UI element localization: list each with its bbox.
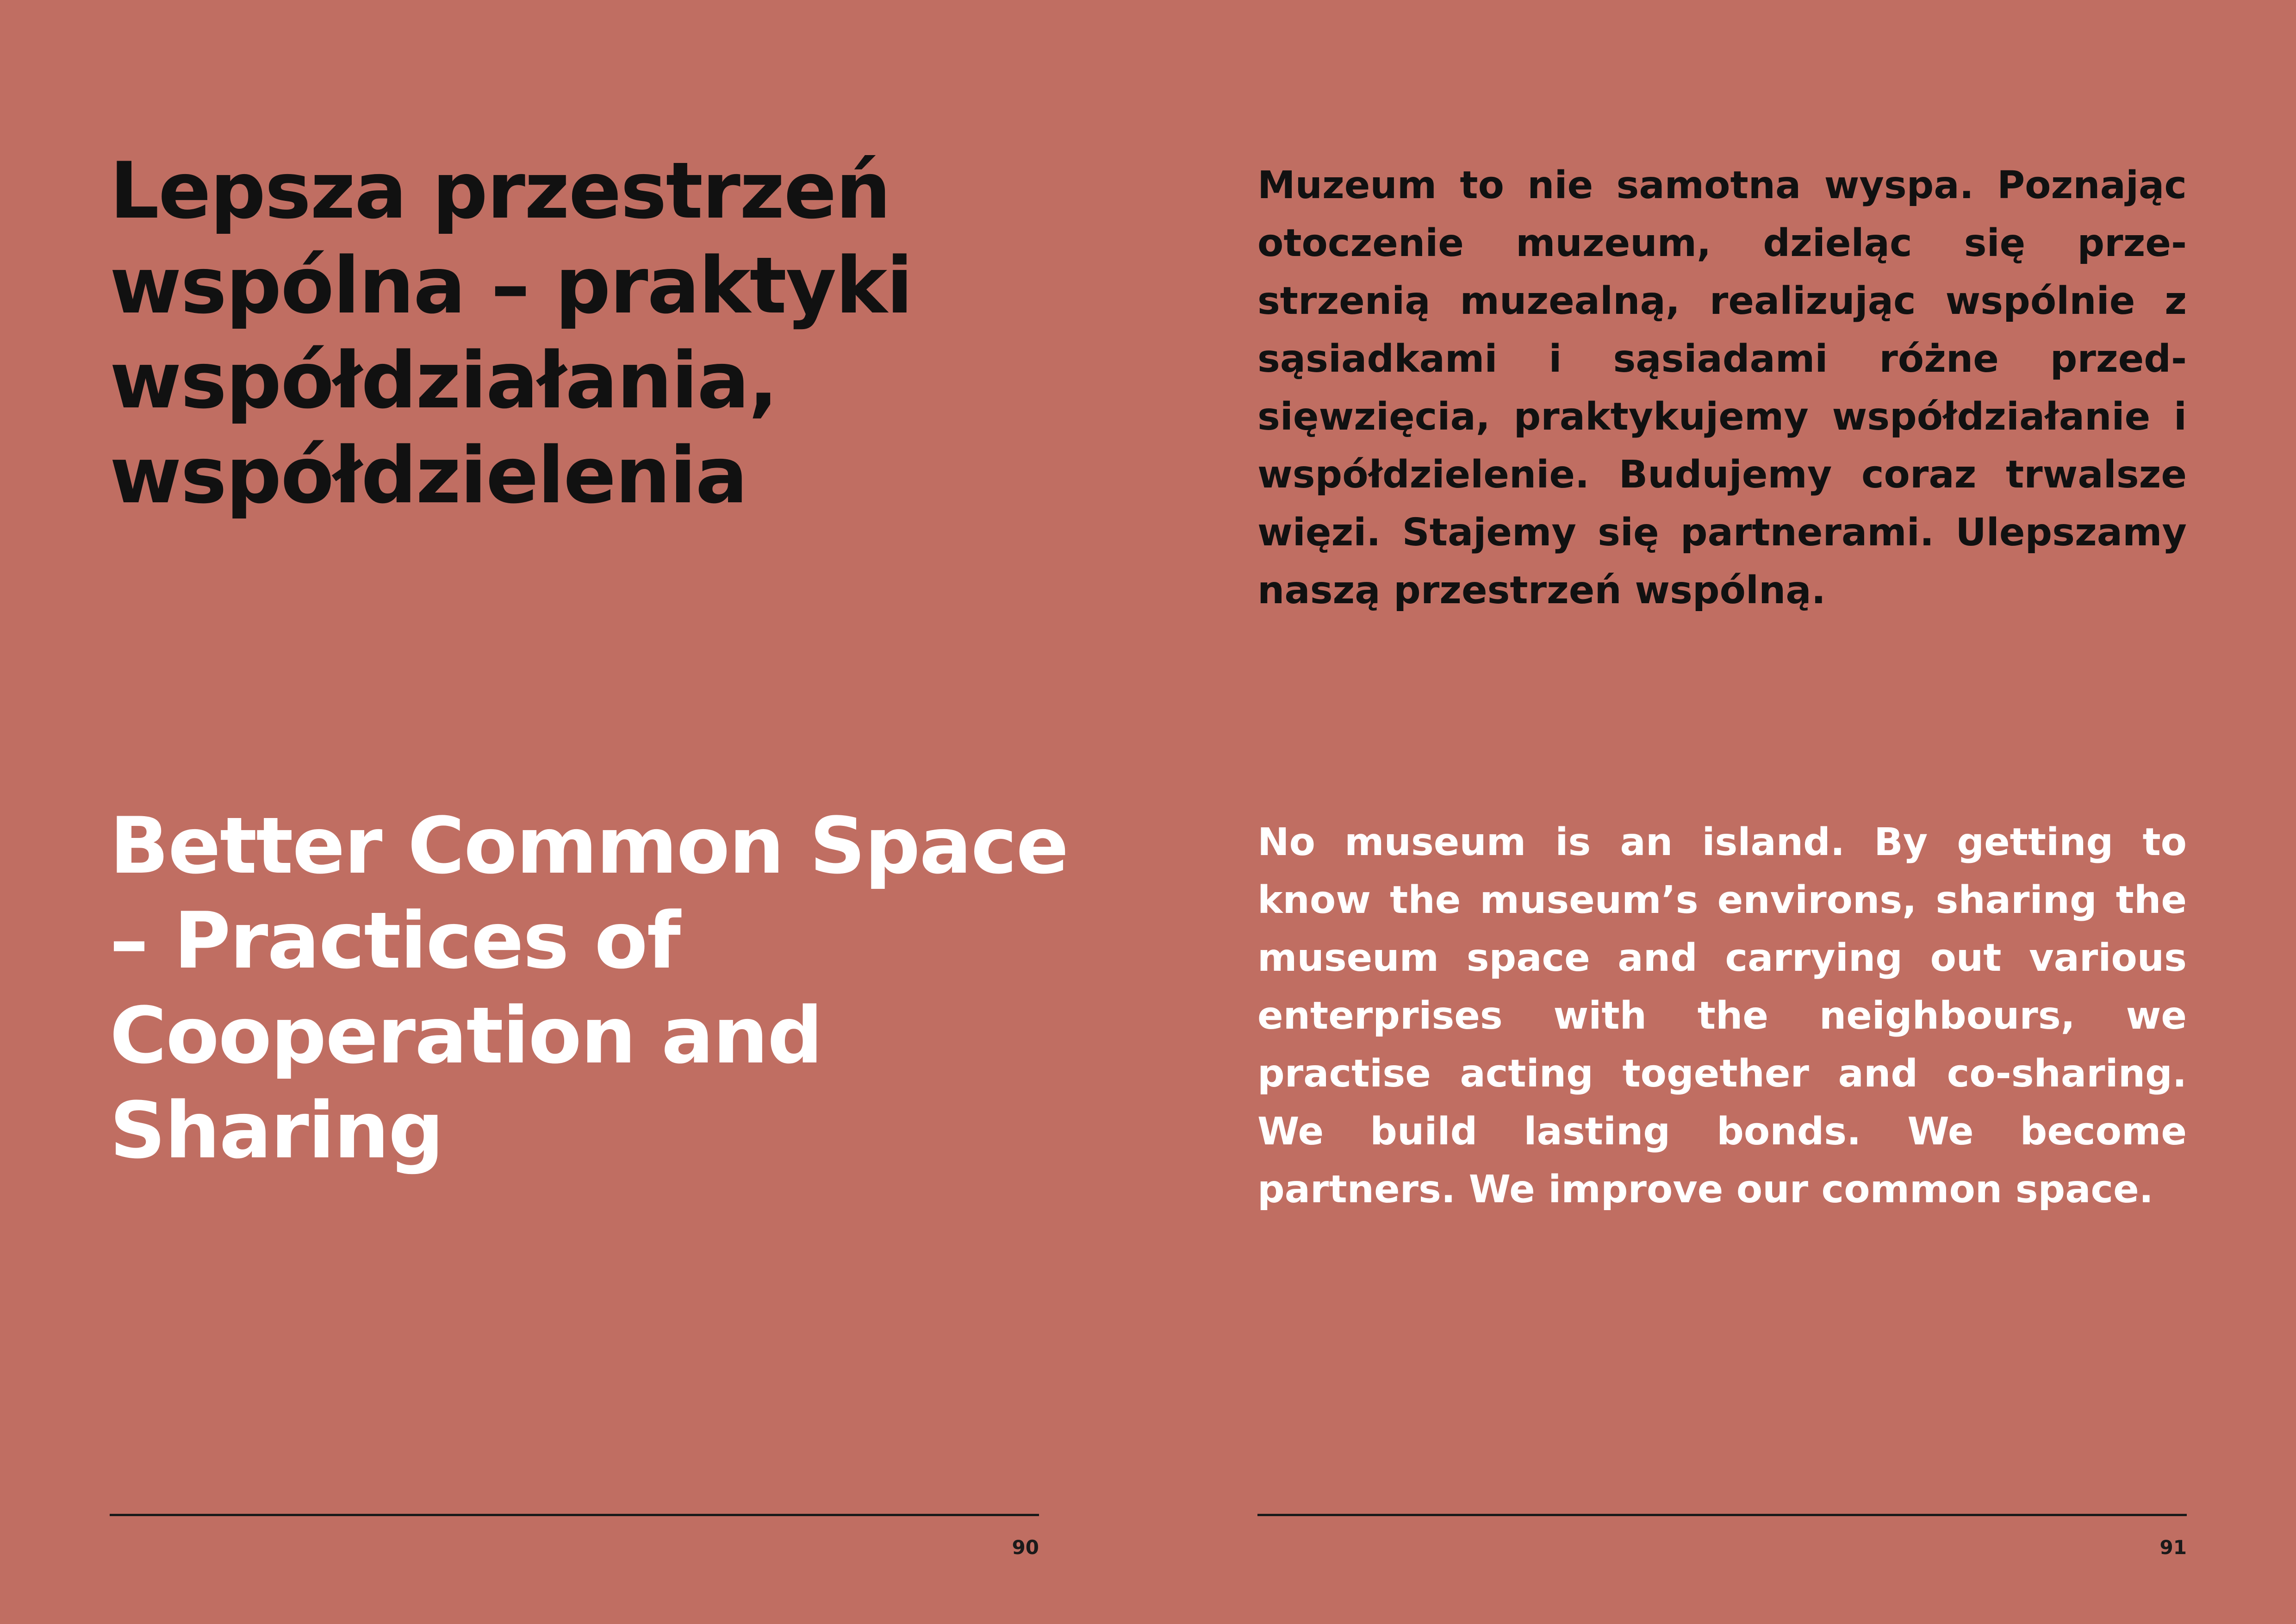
polish-title: Lepsza przestrzeń wspólna – praktyki współdziałania, współdzielenia [110,145,912,521]
polish-paragraph: Muzeum to nie samotna wyspa. Poznając otoczenie muzeum, dzieląc się przestrzenią muzealną, realizując wspólnie z sąsiadkami i sąsiadami różne przedsięwzięcia, praktykujemy współdziałanie i współdzielenie. Budujemy coraz trwalsze więzi. Stajemy się partnerami. Ulepszamy naszą przestrzeń wspólną. [1257,163,2187,612]
footer-rule-right [1257,1514,2187,1516]
page-number-left: 90 [1012,1536,1039,1559]
footer-rule-left [110,1514,1039,1516]
right-page [1148,0,2296,1624]
english-title: Better Common Space – Practices of Cooperation and Sharing [110,800,1068,1176]
page-number-right: 91 [2159,1536,2187,1559]
english-paragraph: No museum is an island. By getting to know the museum’s environs, sharing the museum space and carrying out various enterprises with the neighbours, we practise acting together and co-sharing. We build lasting bonds. We become partners. We improve our common space. [1257,820,2187,1212]
